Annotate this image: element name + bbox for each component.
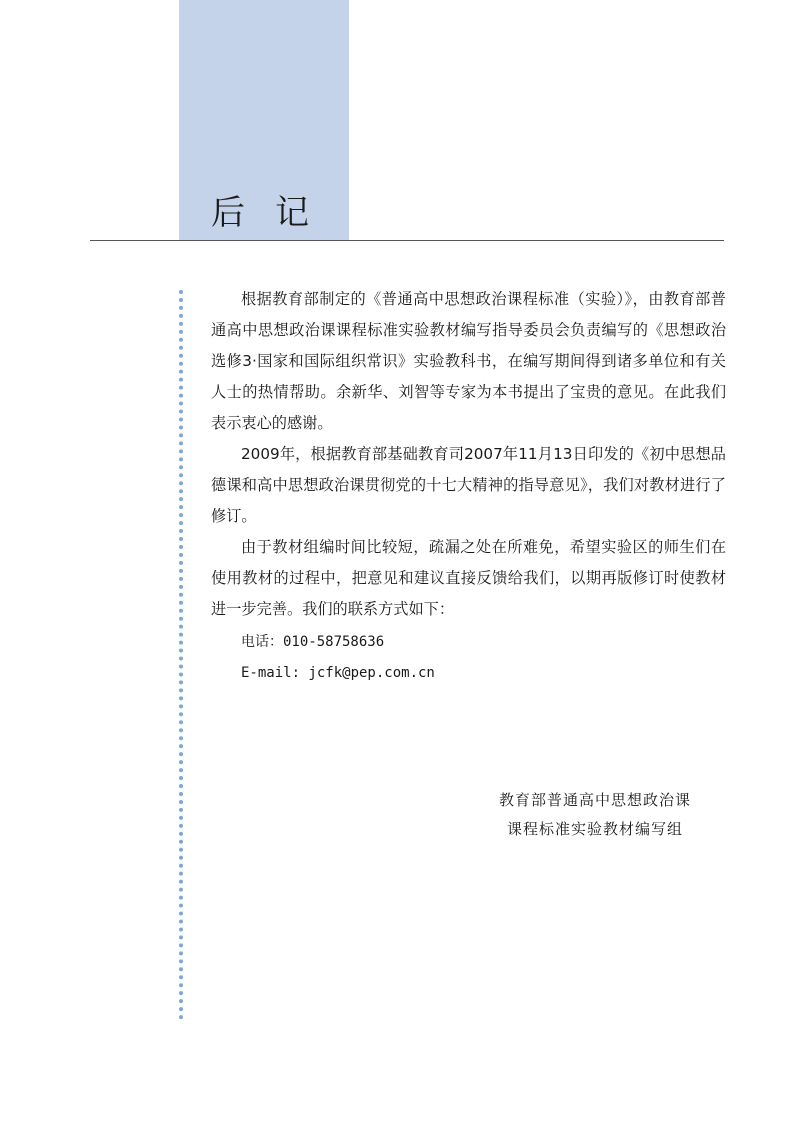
contact-email: E-mail: jcfk@pep.com.cn (241, 665, 435, 681)
title-rule (90, 240, 724, 241)
contact-phone: 电话：010-58758636 (241, 634, 385, 650)
body-text (211, 284, 726, 689)
signature (440, 786, 750, 844)
margin-dotted-line (179, 290, 183, 1020)
paragraph-feedback: 由于教材组编时间比较短，疏漏之处在所难免，希望实验区的师生们在使用教材的过程中，把意见和建议直接反馈给我们，以期再版修订时使教材进一步完善。我们的联系方式如下： (211, 538, 726, 618)
paragraph-acknowledgement: 根据教育部制定的《普通高中思想政治课程标准（实验）》，由教育部普通高中思想政治课课程标准实验教材编写指导委员会负责编写的《思想政治选修3·国家和国际组织常识》实验教科书，在编写期间得到诸多单位和有关人士的热情帮助。余新华、刘智等专家为本书提出了宝贵的意见。在此我们表示衷心的感谢。 (211, 290, 726, 432)
signature-line-1: 教育部普通高中思想政治课 (498, 791, 691, 809)
page-title: 后记 (211, 193, 339, 233)
paragraph-revision: 2009年，根据教育部基础教育司2007年11月13日印发的《初中思想品德课和高中思想政治课贯彻党的十七大精神的指导意见》，我们对教材进行了修订。 (211, 445, 726, 525)
signature-line-2: 课程标准实验教材编写组 (506, 820, 683, 838)
